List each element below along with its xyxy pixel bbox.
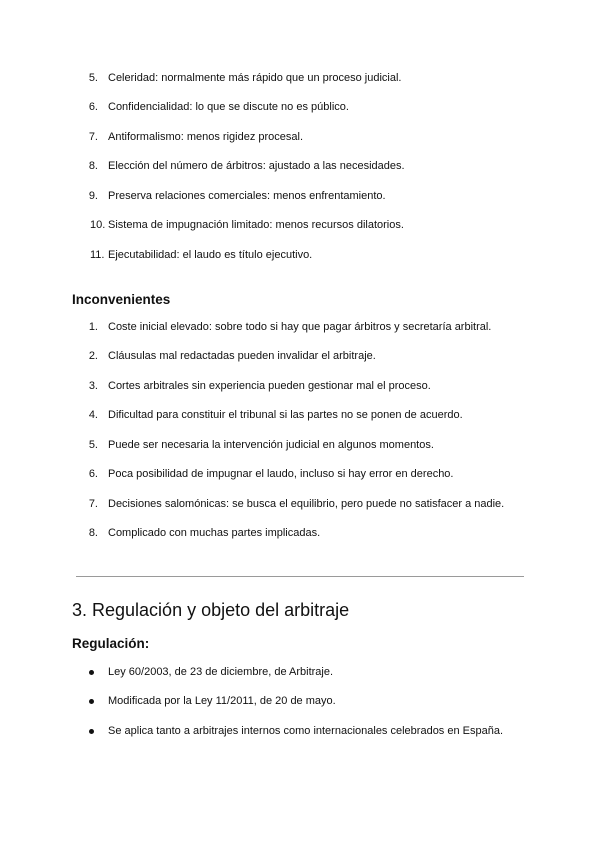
item-text: Coste inicial elevado: sobre todo si hay que pagar árbitros y secretaría arbitral. <box>108 321 492 333</box>
item-text: Celeridad: normalmente más rápido que un proceso judicial. <box>108 72 402 84</box>
item-number: 8. <box>88 160 98 172</box>
section-divider <box>76 576 524 577</box>
item-text: Se aplica tanto a arbitrajes internos como internacionales celebrados en España. <box>108 725 504 737</box>
item-number: 9. <box>88 190 98 202</box>
section-title: 3. Regulación y objeto del arbitraje <box>72 600 350 620</box>
item-text: Sistema de impugnación limitado: menos recursos dilatorios. <box>108 219 404 231</box>
item-text: Preserva relaciones comerciales: menos enfrentamiento. <box>108 190 386 202</box>
item-number: 4. <box>88 409 98 421</box>
inconvenientes-heading: Inconvenientes <box>72 292 171 307</box>
item-number: 3. <box>88 380 98 392</box>
item-text: Elección del número de árbitros: ajustado a las necesidades. <box>108 160 405 172</box>
bullet-icon <box>89 699 94 704</box>
bullet-icon <box>89 729 94 734</box>
item-text: Complicado con muchas partes implicadas. <box>108 527 321 539</box>
item-text: Cláusulas mal redactadas pueden invalidar el arbitraje. <box>108 350 376 362</box>
item-number: 5. <box>88 72 98 84</box>
item-number: 1. <box>88 321 98 333</box>
item-number: 10. <box>90 219 106 231</box>
item-number: 6. <box>88 468 98 480</box>
item-text: Antiformalismo: menos rigidez procesal. <box>108 131 304 143</box>
item-number: 2. <box>88 350 98 362</box>
item-text: Confidencialidad: lo que se discute no es público. <box>108 101 349 113</box>
item-number: 7. <box>88 498 98 510</box>
item-number: 5. <box>88 439 98 451</box>
item-number: 7. <box>88 131 98 143</box>
item-text: Poca posibilidad de impugnar el laudo, incluso si hay error en derecho. <box>108 468 454 480</box>
bullet-icon <box>89 670 94 675</box>
item-text: Dificultad para constituir el tribunal si las partes no se ponen de acuerdo. <box>108 409 463 421</box>
item-number: 6. <box>88 101 98 113</box>
item-text: Puede ser necesaria la intervención judicial en algunos momentos. <box>108 439 434 451</box>
item-number: 8. <box>88 527 98 539</box>
regulacion-heading: Regulación: <box>72 636 150 651</box>
item-text: Ley 60/2003, de 23 de diciembre, de Arbitraje. <box>108 666 334 678</box>
item-text: Ejecutabilidad: el laudo es título ejecutivo. <box>108 249 313 261</box>
item-text: Cortes arbitrales sin experiencia pueden gestionar mal el proceso. <box>108 380 431 392</box>
item-text: Decisiones salomónicas: se busca el equilibrio, pero puede no satisfacer a nadie. <box>108 498 505 510</box>
item-number: 11. <box>90 249 105 261</box>
item-text: Modificada por la Ley 11/2011, de 20 de mayo. <box>108 695 336 707</box>
